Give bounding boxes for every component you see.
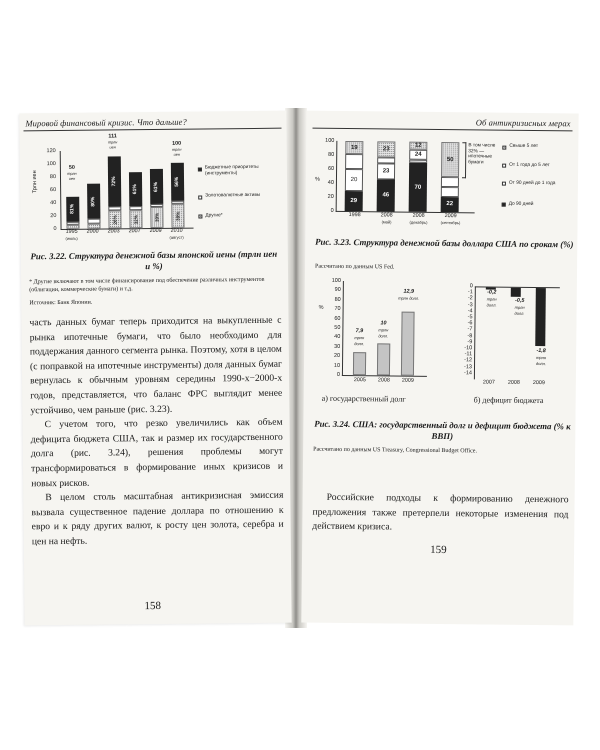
y-tick-label: 30 [334, 343, 341, 350]
bar-unit: трлн долл. [378, 326, 389, 339]
bar-value: -1,8 [536, 348, 546, 355]
bar-label-2008 [373, 321, 393, 340]
bar-value: 23 [382, 168, 390, 175]
top-label-unit: трлн иен [107, 139, 118, 150]
y-tick-label: -10 [464, 345, 473, 352]
y-tick-label: 100 [325, 137, 335, 144]
bar-2009 [401, 312, 415, 376]
x-tick-sub: (декабрь) [409, 219, 428, 225]
x-tick-sub: (июль) [65, 235, 78, 241]
x-tick-year: 2007 [128, 228, 141, 235]
chart-3-24b [451, 278, 570, 417]
bar-2009-sep [441, 142, 460, 212]
x-tick-label: 2007 [482, 379, 495, 386]
bar-value: 7,9 [355, 328, 364, 335]
x-tick-label [437, 214, 463, 226]
x-tick-label [125, 229, 145, 235]
x-tick-year: 2008 [380, 212, 393, 219]
y-axis-label: Трлн иен [31, 170, 39, 194]
bar-2008 [511, 288, 521, 297]
bar-unit: трлн долл. [514, 304, 525, 317]
bar-segment-90d [441, 197, 459, 213]
bar-segment-1y [441, 187, 459, 197]
bar-segment-budget [171, 163, 184, 201]
annotation-bracket [462, 142, 466, 178]
bar-2000 [87, 184, 100, 229]
figure-footnote: * Другие включают в том числе финансирование под обеспечение различных инструментов (облигации, коммерческие бумаги) и т.д. [29, 276, 265, 294]
bar-unit: трлн долл. [398, 295, 420, 301]
y-tick-label: 100 [331, 277, 341, 284]
legend-label-1-5y: От 1 года до 5 лет [509, 162, 550, 169]
bar-label-2007 [483, 290, 501, 309]
y-tick-label: -6 [467, 320, 473, 327]
x-tick-year: 2000 [86, 228, 99, 235]
y-tick-label: -1 [467, 289, 473, 296]
bar-value: 29 [350, 197, 358, 204]
bar-segment-90d [409, 163, 428, 212]
top-label-unit: трлн иен [171, 147, 182, 157]
bar-2008-dec [409, 142, 428, 212]
bar-segment-budget [108, 156, 122, 206]
figure-source-3-24: Рассчитано по данным US Treasury, Congressional Budget Office. [313, 446, 478, 455]
y-tick-label: -4 [467, 308, 473, 315]
header-rule [24, 128, 282, 132]
bar-label: 32% [133, 214, 139, 224]
bar-label: 61% [153, 181, 160, 192]
legend-swatch-other [198, 215, 202, 219]
bar-segment-90d [377, 179, 395, 211]
legend-label-90d-1y: От 90 дней до 1 года [508, 180, 556, 187]
x-tick-label [104, 229, 124, 235]
x-tick-label: 2005 [353, 377, 366, 384]
y-tick-label: 40 [50, 200, 57, 207]
bar-label-2009 [398, 290, 420, 302]
top-label-value: 100 [172, 140, 182, 147]
y-tick-label: -5 [467, 314, 473, 321]
left-page [19, 111, 291, 626]
y-tick-label: 90 [334, 287, 341, 294]
bar-value: 22 [446, 201, 454, 208]
legend-label-over5: Свыше 5 лет [509, 143, 539, 150]
bar-segment-5y [377, 157, 395, 163]
y-tick-label: -13 [464, 363, 473, 370]
y-tick-label: 60 [334, 315, 341, 322]
y-tick-label: 0 [53, 226, 57, 233]
legend-swatch-fx [198, 196, 202, 200]
legend-swatch-budget [198, 168, 202, 172]
bar-label-2009 [532, 349, 550, 368]
x-tick-sub: (август) [169, 234, 184, 240]
x-tick-label: 2008 [507, 379, 520, 386]
bar-label: 26% [112, 214, 118, 225]
bar-segment-over5 [409, 142, 427, 151]
body-text-left [29, 314, 283, 550]
y-tick-label: 80 [328, 151, 335, 158]
page-number-left: 158 [144, 599, 162, 613]
y-tick-label: 50 [334, 324, 341, 331]
y-tick-label: 120 [46, 148, 56, 155]
bar-segment-budget [150, 169, 163, 204]
bar-segment-1y [409, 160, 427, 163]
chart-3-24a [314, 277, 443, 416]
x-tick-label [146, 229, 166, 235]
top-label-2003 [105, 134, 121, 151]
figure-caption-3-23: Рис. 3.23. Структура денежной базы доллара США по срокам (%) [315, 236, 574, 250]
bar-segment-5y [345, 154, 363, 169]
y-tick-label: 60 [327, 165, 335, 172]
x-tick-label: 2009 [532, 379, 545, 387]
bar-segment-budget [87, 184, 100, 219]
y-tick-label: -2 [467, 295, 473, 302]
plot-area [60, 150, 194, 230]
y-tick-label: -14 [463, 370, 472, 377]
figure-source-3-23: Рассчитано по данным US Fed. [315, 263, 395, 271]
legend-swatch-90d [502, 203, 506, 207]
legend-label-90d: До 90 дней [508, 201, 534, 207]
legend-swatch-90d-1y [502, 182, 506, 186]
x-tick-year: 2009 [149, 227, 162, 235]
top-label-1995 [64, 166, 80, 183]
bar-segment-over5 [441, 142, 459, 177]
bar-segment-fx [87, 219, 100, 224]
paragraph: С учетом того, что резко увеличились как объем дефицита бюджета США, так и размер их государственного долга (рис. 3.24), решения проблемы могут трансформироваться в формирование иных кризисов и новых рисков. [30, 416, 284, 489]
bar-label: 81% [69, 204, 76, 215]
y-tick-label: 0 [330, 207, 334, 214]
bar-label: 61% [132, 184, 139, 195]
x-tick-label [405, 214, 431, 226]
y-tick-label: 0 [336, 371, 340, 378]
bar-value: 10 [380, 320, 387, 327]
bar-value: 24 [414, 151, 422, 158]
bar-2003 [108, 156, 122, 228]
top-label-value: 111 [108, 133, 117, 140]
bar-segment-over5 [377, 141, 395, 157]
bar-segment-over5 [345, 141, 363, 154]
bar-value: 23 [382, 146, 390, 153]
bar-segment-5y [441, 177, 459, 187]
x-tick-label [373, 213, 399, 225]
bar-value: 12 [414, 142, 422, 149]
y-axis-label: % [318, 304, 324, 311]
bar-unit: трлн долл. [486, 296, 497, 308]
y-tick-label: -7 [467, 326, 473, 333]
bar-segment-90d [345, 191, 363, 211]
bar-segment-other [171, 204, 184, 228]
bar-value: -0,5 [515, 297, 525, 304]
y-tick-label: -12 [464, 357, 473, 364]
right-page [301, 111, 578, 626]
y-tick-label: -9 [467, 339, 473, 346]
bar-value: 12,9 [403, 288, 415, 295]
bar-label: 72% [111, 176, 118, 187]
bar-segment-fx [129, 206, 142, 210]
legend-label-fx: Золотовалютные активы [205, 192, 261, 199]
bar-segment-fx [150, 204, 163, 207]
bar-value: 50 [446, 156, 454, 163]
running-header-right: Об антикризисных мерах [475, 117, 571, 129]
running-header-left: Мировой финансовый кризис. Что дальше? [25, 116, 187, 129]
bar-2008 [377, 343, 390, 375]
y-tick-label: 80 [49, 174, 57, 181]
y-tick-label: 40 [334, 334, 341, 341]
x-tick-year: 1998 [348, 212, 361, 219]
bar-2007 [129, 172, 143, 228]
y-tick-label: 40 [327, 179, 334, 186]
bar-2009 [150, 169, 164, 228]
bar-value: 70 [414, 184, 422, 191]
figure-caption-3-22: Рис. 3.22. Структура денежной базы японской иены (трлн иен и %) [30, 248, 278, 272]
chart-3-22 [30, 133, 281, 242]
bar-segment-1y [377, 163, 395, 179]
y-tick-label: 20 [333, 353, 341, 360]
y-axis-label: % [314, 176, 320, 183]
page-number-right: 159 [430, 543, 447, 557]
bar-value: 20 [350, 176, 358, 183]
y-tick-label: 100 [46, 161, 56, 168]
legend-swatch-1-5y [502, 164, 506, 168]
bar-label: 39% [154, 212, 160, 223]
bar-2009 [535, 288, 546, 346]
bar-unit: трлн долл. [536, 354, 547, 367]
bar-segment-other [150, 207, 163, 228]
x-tick-label [167, 229, 187, 241]
x-tick-sub: (май) [381, 218, 392, 225]
legend-swatch-over5 [502, 146, 506, 150]
figure-source: Источник: Банк Японии. [29, 299, 93, 307]
bar-2005 [353, 352, 366, 375]
bar-value: 19 [350, 144, 358, 151]
bar-value: -0,2 [487, 289, 497, 296]
y-tick-label: 20 [327, 193, 334, 200]
x-tick-year: 1995 [65, 228, 78, 235]
y-tick-label: 70 [334, 306, 341, 313]
bar-segment-other [108, 210, 121, 228]
bar-segment-budget [129, 172, 142, 206]
y-tick-label: 0 [469, 283, 473, 290]
y-tick-label: 10 [333, 362, 341, 369]
bar-segment-fx [66, 222, 79, 225]
bar-2008-may [377, 141, 396, 211]
x-tick-sub: (сентябрь) [440, 219, 461, 225]
bar-segment-fx [108, 206, 121, 210]
x-tick-label: 2009 [401, 377, 414, 384]
plot-area [336, 141, 476, 213]
y-tick-label: 20 [50, 213, 57, 220]
x-tick-year: 2008 [412, 212, 425, 219]
paragraph: В целом столь масштабная антикризисная эмиссия вызвала существенное падение доллара по отношению к евро и к ряду других валют, к росту цен золота, серебра и цен на нефть. [31, 489, 284, 548]
bar-value: 46 [382, 192, 390, 199]
x-tick-label: 2008 [377, 377, 390, 384]
annotation-mortgage: В том числе 32% — ипотечные бумаги [468, 143, 496, 166]
subcaption-a: а) государственный долг [321, 393, 406, 404]
x-tick-year: 2010 [170, 227, 183, 234]
legend-label-budget: Бюджетные приоритеты (инструменты) [204, 164, 259, 177]
x-tick-year: 2003 [107, 228, 120, 235]
top-label-value: 50 [68, 164, 75, 171]
x-tick-year: 2009 [444, 213, 457, 220]
bar-unit: трлн долл. [354, 334, 365, 347]
top-label-2010 [169, 142, 185, 159]
bar-1995 [66, 196, 79, 229]
y-tick-label: 80 [334, 296, 341, 303]
bar-label: 80% [90, 196, 97, 207]
chart-3-23 [313, 135, 576, 234]
x-tick-label [62, 230, 82, 242]
y-tick-label: -3 [467, 301, 473, 308]
bar-label-2008 [511, 299, 529, 318]
bar-segment-5y [409, 150, 427, 160]
body-text-right [312, 491, 568, 537]
top-label-unit: трлн иен [67, 171, 77, 182]
y-tick-label: -8 [467, 332, 473, 339]
paragraph: часть данных бумаг теперь приходится на выкупленные с рынка ипотечные бумаги, что было необходимо для поддержания данного сегмента рынка. Поэтому, хотя в целом (с поправкой на ипотечные инструменты) доля данных бумаг вернулась к обычным уровням середины 1990-х−2000-х годов, представляется, что баланс ФРС выглядит менее устойчиво, чем раньше (рис. 3.23). [29, 314, 283, 416]
subcaption-b: б) дефицит бюджета [473, 395, 544, 406]
bar-label: 39% [175, 211, 181, 221]
bar-label: 56% [174, 176, 181, 187]
legend-label-other: Другие* [205, 213, 223, 219]
bar-2010 [171, 163, 185, 228]
y-tick-label: 60 [49, 187, 57, 194]
bar-label-2005 [349, 329, 369, 348]
paragraph: Российские подходы к формированию денежного предложения также претерпели некоторые изменения под действием кризиса. [312, 491, 569, 533]
bar-1998 [345, 141, 364, 211]
bar-segment-budget [66, 196, 79, 222]
bar-segment-other [129, 210, 142, 228]
y-tick-label: -11 [464, 351, 473, 358]
figure-caption-3-24: Рис. 3.24. США: государственный долг и дефицит бюджета (% к ВВП) [314, 418, 571, 442]
x-tick-label [342, 213, 368, 219]
header-rule [312, 128, 572, 132]
bar-segment-1y [345, 169, 363, 191]
bar-segment-fx [171, 201, 184, 204]
x-tick-label [83, 230, 103, 236]
